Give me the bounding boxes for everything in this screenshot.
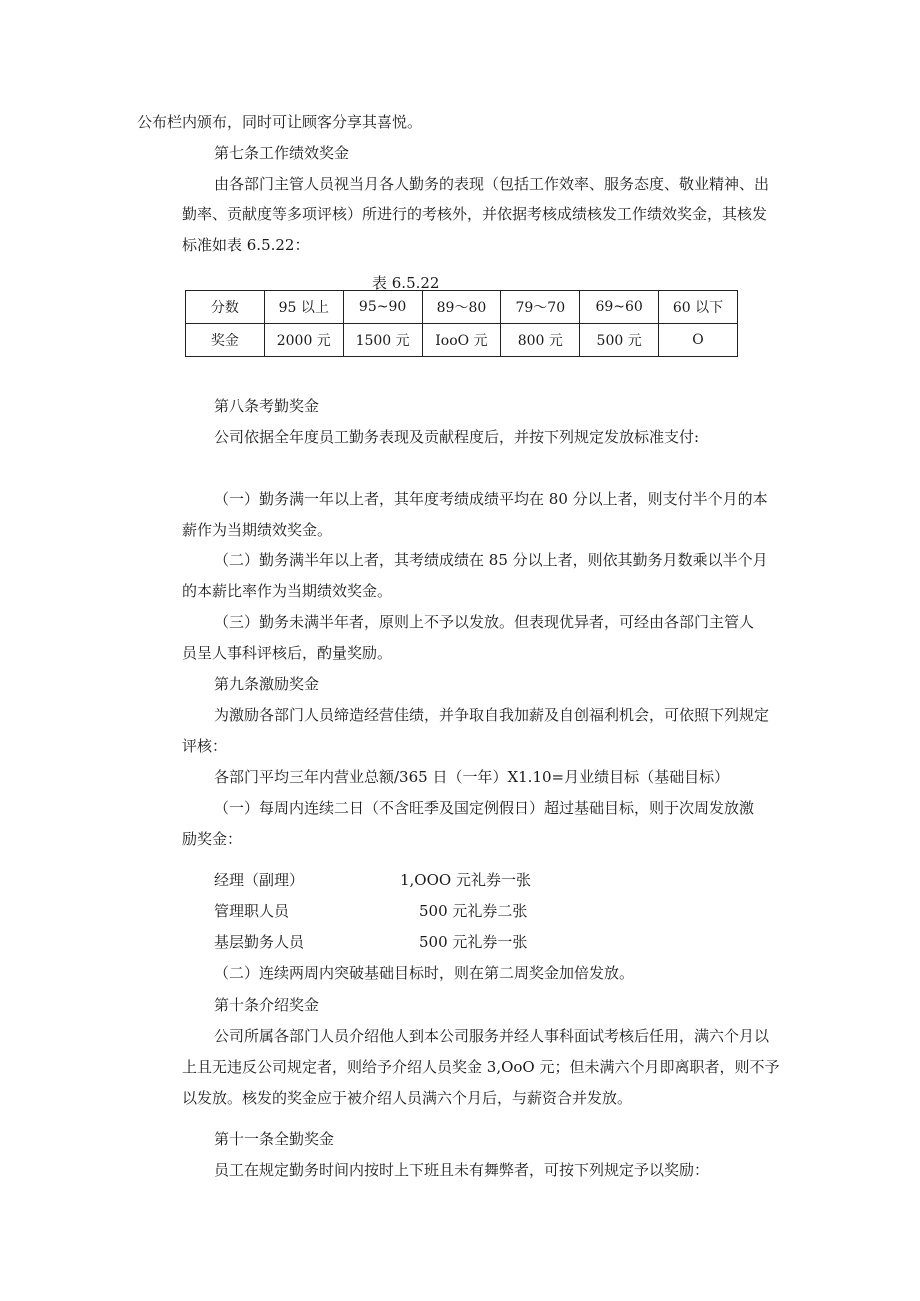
table-cell: 89～80 xyxy=(422,291,501,324)
table-cell: IooO 元 xyxy=(422,324,501,357)
article-8-item-2-line-2: 的本薪比率作为当期绩效奖金。 xyxy=(182,582,393,600)
article-8-item-3-line-2: 员呈人事科评核后，酌量奖励。 xyxy=(182,644,393,662)
article-8-text: 公司依据全年度员工勤务表现及贡献程度后，并按下列规定发放标准支付: xyxy=(214,428,700,446)
article-8-item-1-line-1: （一）勤务满一年以上者，其年度考绩成绩平均在 80 分以上者，则支付半个月的本 xyxy=(214,490,768,508)
article-9-item-1-line-2: 励奖金： xyxy=(182,830,243,848)
article-10-heading: 第十条介绍奖金 xyxy=(214,996,320,1014)
article-8-item-1-line-2: 薪作为当期绩效奖金。 xyxy=(182,521,333,539)
reward-value-admin: 500 元礼券二张 xyxy=(419,902,528,920)
article-9-text-line-1: 为激励各部门人员缔造经营佳绩，并争取自我加薪及自创福利机会，可依照下列规定 xyxy=(214,706,770,724)
reward-value-manager: 1,OOO 元礼券一张 xyxy=(400,871,531,889)
article-7-heading: 第七条工作绩效奖金 xyxy=(214,144,350,162)
reward-value-staff: 500 元礼券一张 xyxy=(419,933,528,951)
article-7-text-line-1: 由各部门主管人员视当月各人勤务的表现（包括工作效率、服务态度、敬业精神、出 xyxy=(214,175,770,193)
score-bonus-table xyxy=(185,290,738,357)
article-7-text-line-3: 标准如表 6.5.22： xyxy=(182,236,310,254)
article-8-heading: 第八条考勤奖金 xyxy=(214,397,320,415)
table-cell: 95~90 xyxy=(343,291,422,324)
article-9-item-1-line-1: （一）每周内连续二日（不含旺季及国定例假日）超过基础目标，则于次周发放激 xyxy=(214,799,755,817)
article-10-text-line-2: 上且无违反公司规定者，则给予介绍人员奖金 3,OoO 元；但未满六个月即离职者，则不予 xyxy=(182,1058,780,1076)
article-9-formula: 各部门平均三年内营业总额/365 日（一年）X1.10=月业绩目标（基础目标） xyxy=(214,768,730,786)
article-9-item-2: （二）连续两周内突破基础目标时，则在第二周奖金加倍发放。 xyxy=(214,964,635,982)
table-cell: 69~60 xyxy=(580,291,659,324)
table-cell: O xyxy=(659,324,738,357)
table-cell: 奖金 xyxy=(186,324,265,357)
article-7-text-line-2: 勤率、贡献度等多项评核）所进行的考核外，并依据考核成绩核发工作绩效奖金，其核发 xyxy=(182,205,768,223)
table-cell: 79～70 xyxy=(501,291,580,324)
paragraph-continuation: 公布栏内颁布，同时可让顾客分享其喜悦。 xyxy=(137,113,423,131)
article-11-text: 员工在规定勤务时间内按时上下班且未有舞弊者，可按下列规定予以奖励： xyxy=(214,1161,710,1179)
table-cell: 2000 元 xyxy=(264,324,343,357)
article-10-text-line-3: 以发放。核发的奖金应于被介绍人员满六个月后，与薪资合并发放。 xyxy=(182,1089,633,1107)
table-cell: 500 元 xyxy=(580,324,659,357)
table-cell: 60 以下 xyxy=(659,291,738,324)
article-9-text-line-2: 评核： xyxy=(182,737,228,755)
table-row-bonus xyxy=(186,324,738,357)
article-10-text-line-1: 公司所属各部门人员介绍他人到本公司服务并经人事科面试考核后任用，满六个月以 xyxy=(214,1027,770,1045)
reward-role-admin: 管理职人员 xyxy=(214,902,290,920)
reward-role-staff: 基层勤务人员 xyxy=(214,933,305,951)
table-cell: 800 元 xyxy=(501,324,580,357)
article-8-item-2-line-1: （二）勤务满半年以上者，其考绩成绩在 85 分以上者，则依其勤务月数乘以半个月 xyxy=(214,551,768,569)
table-caption: 表 6.5.22 xyxy=(372,274,440,292)
table-row-score xyxy=(186,291,738,324)
table-cell: 分数 xyxy=(186,291,265,324)
reward-role-manager: 经理（副理） xyxy=(214,871,305,889)
article-11-heading: 第十一条全勤奖金 xyxy=(214,1130,335,1148)
table-cell: 1500 元 xyxy=(343,324,422,357)
article-9-heading: 第九条激励奖金 xyxy=(214,675,320,693)
article-8-item-3-line-1: （三）勤务未满半年者，原则上不予以发放。但表现优异者，可经由各部门主管人 xyxy=(214,613,755,631)
table-cell: 95 以上 xyxy=(264,291,343,324)
